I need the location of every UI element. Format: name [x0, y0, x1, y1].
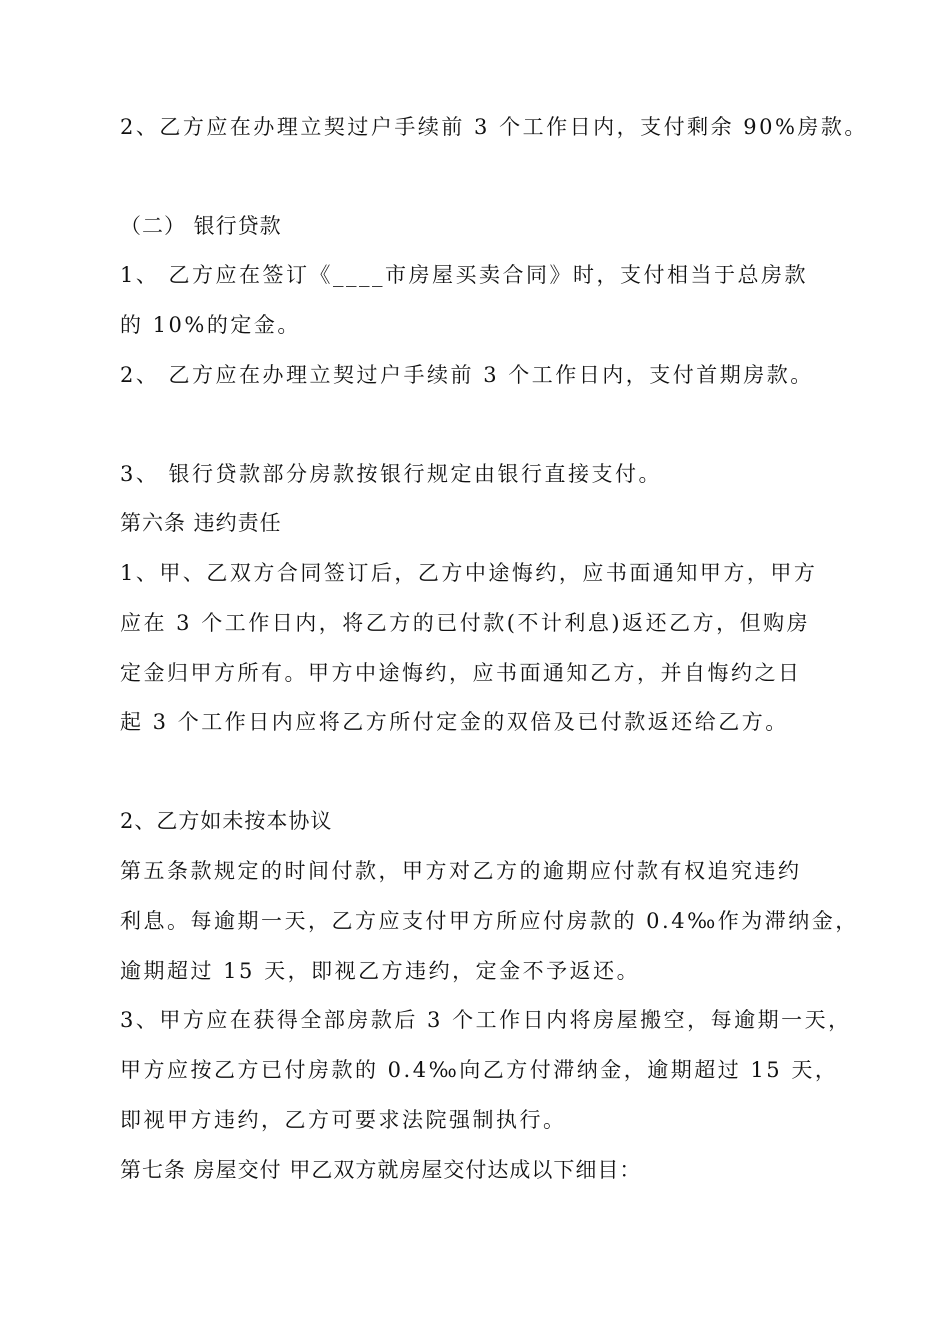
text-line: 3、甲方应在获得全部房款后 3 个工作日内将房屋搬空，每逾期一天，: [120, 1008, 852, 1032]
text-line: 起 3 个工作日内应将乙方所付定金的双倍及已付款返还给乙方。: [120, 710, 789, 734]
text-line: 3、 银行贷款部分房款按银行规定由银行直接支付。: [120, 462, 663, 486]
text-line: 2、 乙方应在办理立契过户手续前 3 个工作日内，支付首期房款。: [120, 363, 814, 387]
text-line: 2、乙方如未按本协议: [120, 809, 333, 833]
text-line: 定金归甲方所有。甲方中途悔约，应书面通知乙方，并自悔约之日: [120, 661, 802, 685]
text-line: 应在 3 个工作日内，将乙方的已付款(不计利息)返还乙方，但购房: [120, 611, 811, 635]
text-line: 2、乙方应在办理立契过户手续前 3 个工作日内，支付剩余 90%房款。: [120, 115, 868, 139]
text-line: 的 10%的定金。: [120, 313, 301, 337]
text-line: 逾期超过 15 天，即视乙方违约，定金不予返还。: [120, 959, 641, 983]
article-heading: 第六条 违约责任: [120, 511, 282, 535]
text-line: 第五条款规定的时间付款，甲方对乙方的逾期应付款有权追究违约: [120, 859, 802, 883]
text-line: 1、甲、乙双方合同签订后，乙方中途悔约，应书面通知甲方，甲方: [120, 561, 818, 585]
text-line: 即视甲方违约，乙方可要求法院强制执行。: [120, 1108, 567, 1132]
section-heading: （二） 银行贷款: [120, 214, 282, 238]
text-line: 利息。每逾期一天，乙方应支付甲方所应付房款的 0.4‰作为滞纳金，: [120, 909, 859, 933]
text-line: 1、 乙方应在签订《____市房屋买卖合同》时，支付相当于总房款: [120, 263, 809, 287]
text-line: 甲方应按乙方已付房款的 0.4‰向乙方付滞纳金，逾期超过 15 天，: [120, 1058, 839, 1082]
article-heading: 第七条 房屋交付 甲乙双方就房屋交付达成以下细目：: [120, 1158, 642, 1182]
